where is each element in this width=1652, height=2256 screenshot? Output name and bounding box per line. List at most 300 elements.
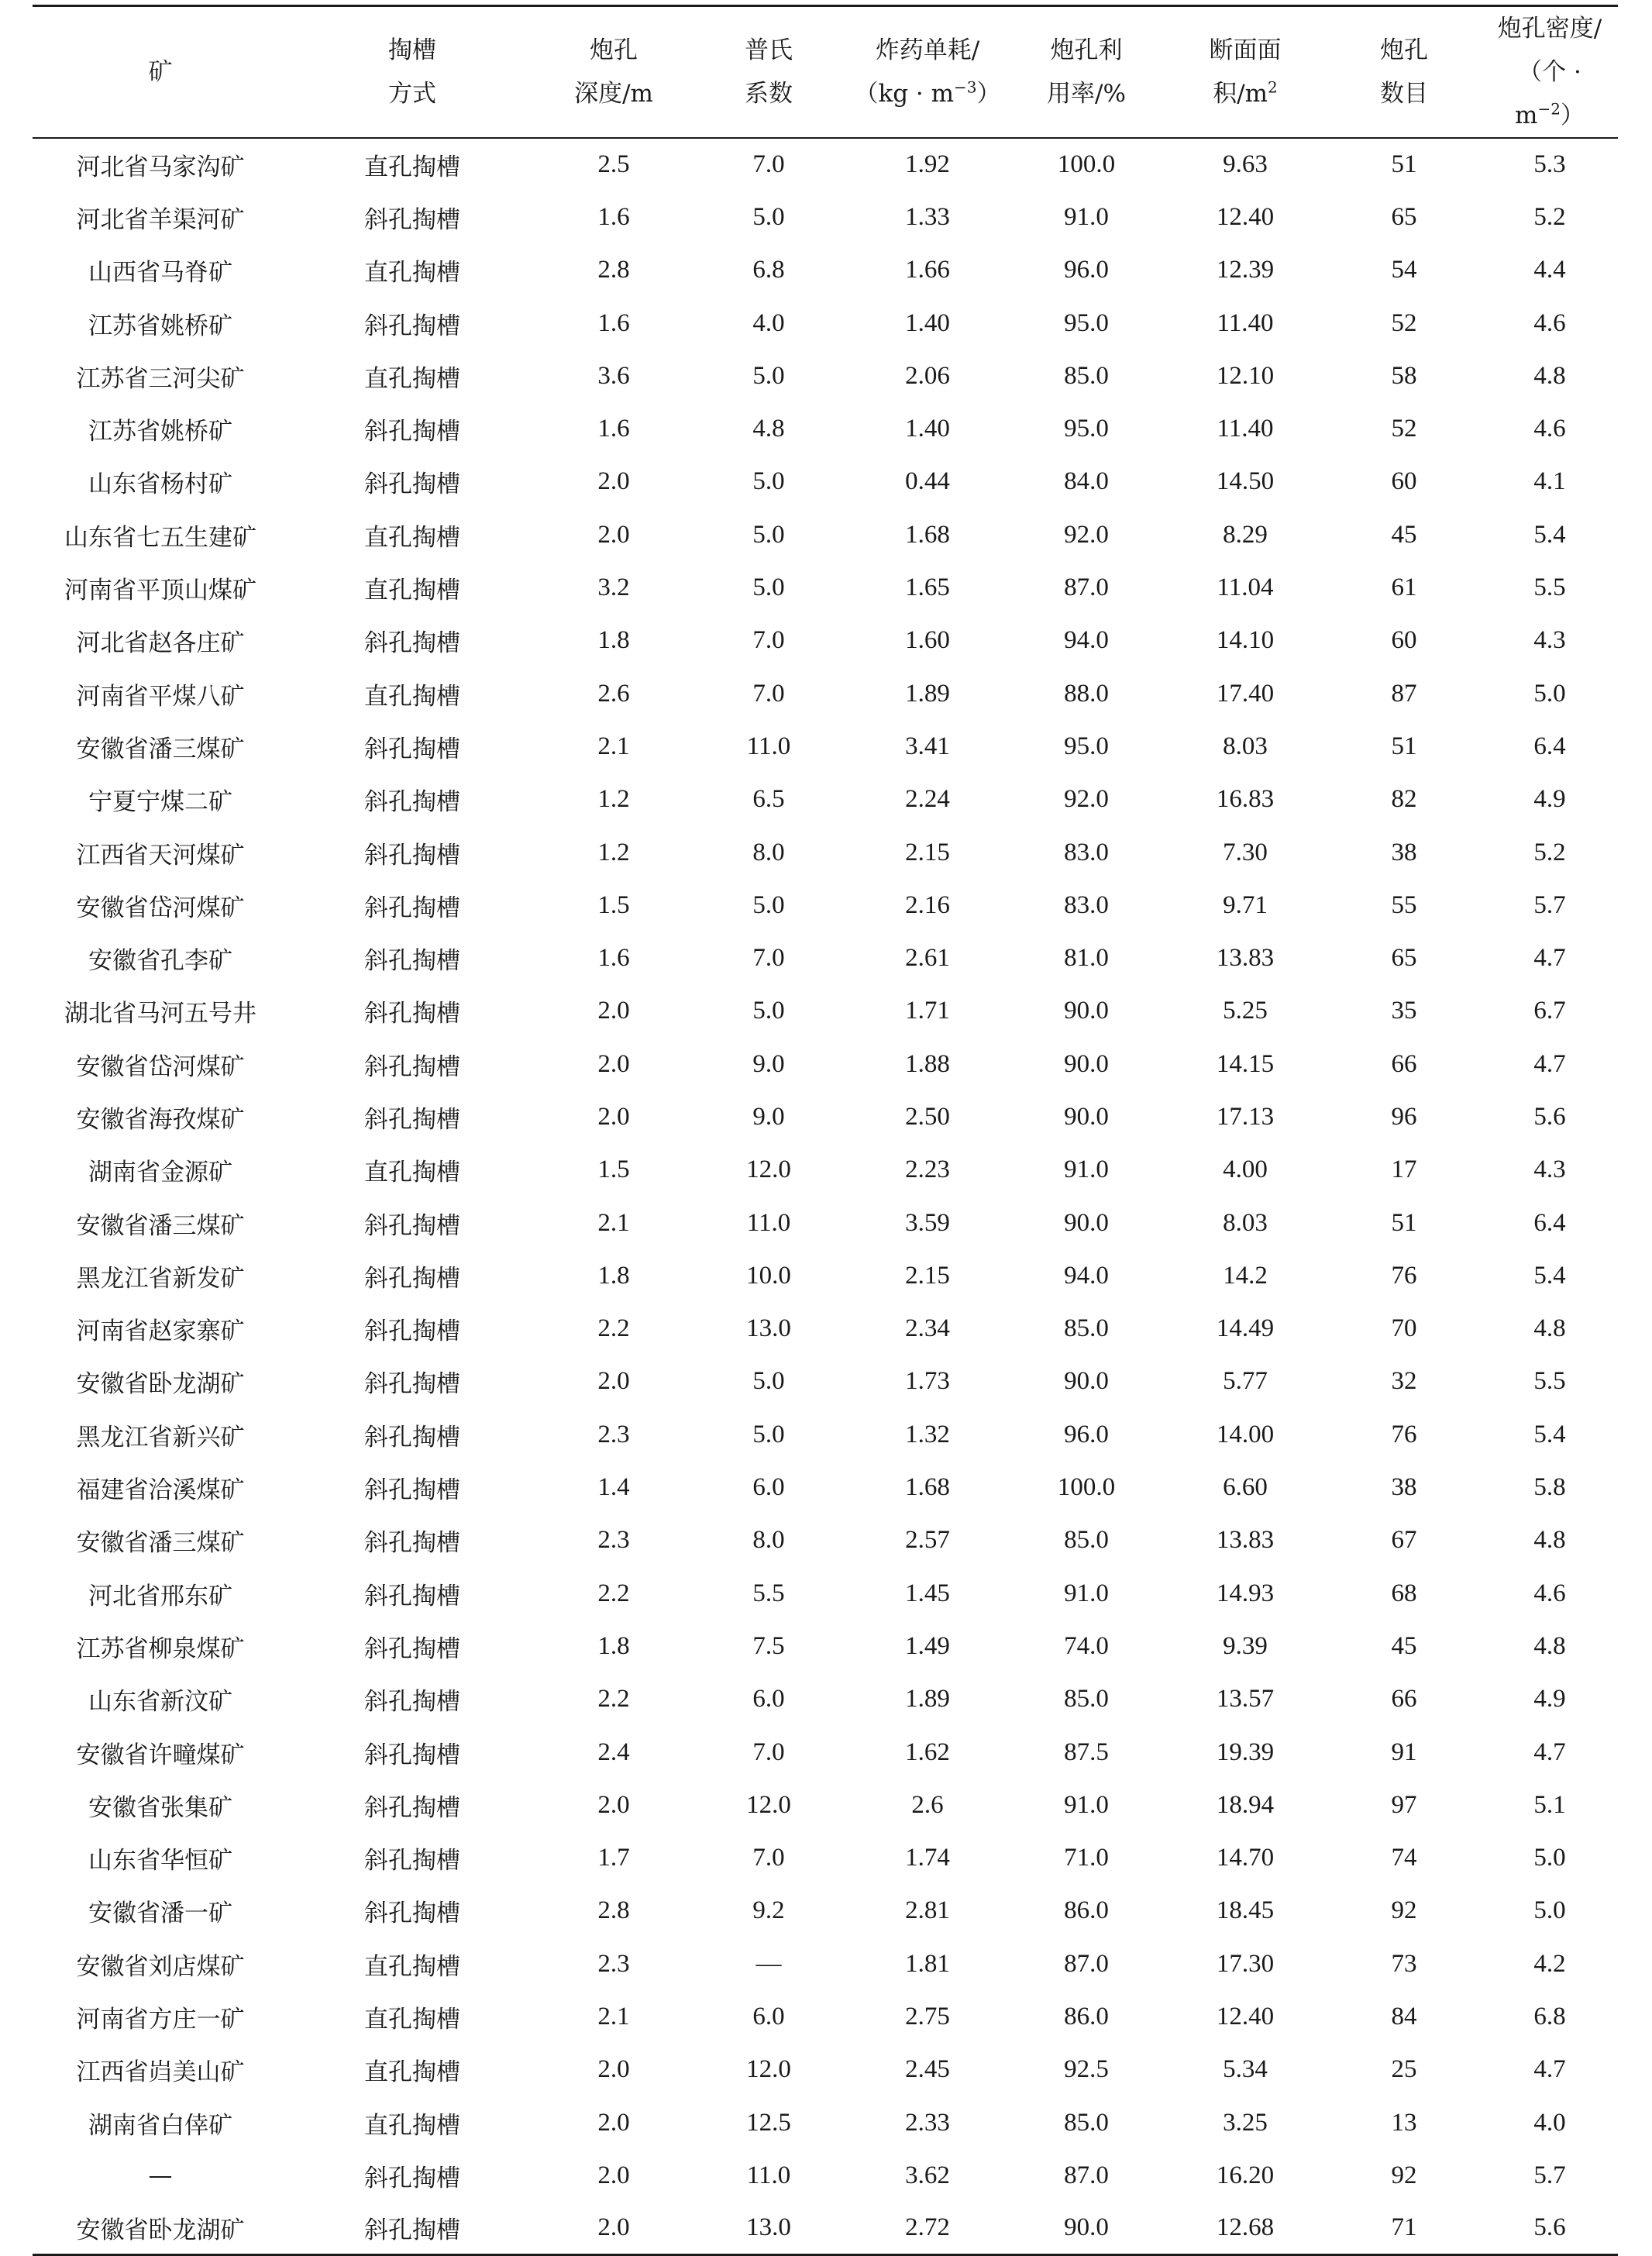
cell-explosive-consumption: 2.61 bbox=[905, 944, 950, 973]
cell-protodyakonov-coefficient: 8.0 bbox=[752, 838, 785, 866]
cell-section-area: 14.50 bbox=[1216, 467, 1275, 496]
table-row bbox=[33, 879, 1618, 932]
cell-hole-count: 73 bbox=[1391, 1949, 1417, 1978]
cell-hole-depth: 1.8 bbox=[597, 1631, 630, 1660]
header-row bbox=[33, 6, 1618, 139]
cell-hole-count: 54 bbox=[1391, 256, 1417, 284]
cell-hole-density: 5.4 bbox=[1533, 1420, 1566, 1448]
cell-hole-depth: 2.6 bbox=[597, 679, 630, 708]
cell-cut-method: 直孔掏槽 bbox=[364, 2006, 460, 2034]
cell-cut-method: 斜孔掏槽 bbox=[364, 947, 460, 976]
cell-hole-count: 66 bbox=[1391, 1685, 1417, 1714]
cell-hole-depth: 1.8 bbox=[597, 1261, 630, 1290]
cell-hole-density: 5.2 bbox=[1533, 202, 1566, 231]
cell-cut-method: 斜孔掏槽 bbox=[364, 418, 460, 446]
cell-hole-count: 74 bbox=[1391, 1844, 1417, 1872]
cell-hole-count: 45 bbox=[1391, 520, 1417, 549]
cell-section-area: 4.00 bbox=[1223, 1156, 1268, 1184]
cell-hole-density: 4.1 bbox=[1533, 467, 1566, 496]
cell-protodyakonov-coefficient: 7.0 bbox=[752, 679, 785, 708]
cell-explosive-consumption: 1.68 bbox=[905, 1473, 950, 1502]
cell-hole-count: 65 bbox=[1391, 944, 1417, 973]
cell-section-area: 11.40 bbox=[1217, 308, 1274, 337]
cell-protodyakonov-coefficient: 5.0 bbox=[752, 361, 785, 390]
table-row bbox=[33, 1038, 1618, 1090]
cell-explosive-consumption: 1.88 bbox=[905, 1049, 950, 1078]
cell-section-area: 14.93 bbox=[1216, 1579, 1275, 1607]
cell-hole-density: 4.0 bbox=[1533, 2108, 1566, 2137]
cell-cut-method: 斜孔掏槽 bbox=[364, 1529, 460, 1558]
cell-explosive-consumption: 3.41 bbox=[905, 732, 950, 760]
cell-hole-depth: 2.0 bbox=[597, 1049, 630, 1078]
cell-hole-utilization: 85.0 bbox=[1064, 1526, 1109, 1555]
cell-mine: 山东省新汶矿 bbox=[88, 1688, 232, 1717]
cell-cut-method: 斜孔掏槽 bbox=[364, 788, 460, 817]
cell-section-area: 8.03 bbox=[1223, 1208, 1268, 1237]
cell-hole-count: 51 bbox=[1391, 150, 1417, 179]
cell-cut-method: 斜孔掏槽 bbox=[364, 1211, 460, 1240]
cell-cut-method: 直孔掏槽 bbox=[364, 364, 460, 393]
cell-mine: 河北省赵各庄矿 bbox=[76, 629, 245, 658]
cell-hole-count: 68 bbox=[1391, 1579, 1417, 1607]
cell-mine: 湖北省马河五号井 bbox=[64, 1000, 256, 1028]
cell-hole-density: 5.0 bbox=[1533, 679, 1566, 708]
table-row bbox=[33, 773, 1618, 826]
table-row bbox=[33, 932, 1618, 984]
cell-hole-depth: 2.3 bbox=[597, 1949, 630, 1978]
table-row bbox=[33, 297, 1618, 350]
cell-hole-depth: 2.0 bbox=[597, 2108, 630, 2137]
cell-mine: 安徽省刘店煤矿 bbox=[76, 1952, 245, 1981]
cell-mine: 黑龙江省新兴矿 bbox=[76, 1423, 245, 1452]
cell-section-area: 18.94 bbox=[1216, 1790, 1275, 1819]
cell-hole-count: 52 bbox=[1391, 415, 1417, 443]
cell-hole-utilization: 100.0 bbox=[1057, 150, 1116, 179]
cell-mine: 河北省羊渠河矿 bbox=[76, 205, 245, 234]
cell-hole-count: 51 bbox=[1391, 1208, 1417, 1237]
cell-hole-utilization: 90.0 bbox=[1064, 1367, 1109, 1396]
cell-mine: 江苏省三河尖矿 bbox=[76, 364, 245, 393]
cell-hole-utilization: 71.0 bbox=[1064, 1844, 1109, 1872]
cell-mine: 安徽省许疃煤矿 bbox=[76, 1741, 245, 1769]
table-row bbox=[33, 1090, 1618, 1143]
header-section-area bbox=[1164, 6, 1327, 139]
table-body bbox=[33, 138, 1618, 2255]
cell-hole-utilization: 86.0 bbox=[1064, 2003, 1109, 2031]
cell-hole-count: 76 bbox=[1391, 1420, 1417, 1448]
table-row bbox=[33, 1197, 1618, 1249]
cell-hole-utilization: 81.0 bbox=[1064, 944, 1109, 973]
cell-hole-count: 38 bbox=[1391, 1473, 1417, 1502]
header-cut-method bbox=[288, 6, 536, 139]
cell-hole-utilization: 84.0 bbox=[1064, 467, 1109, 496]
table-row bbox=[33, 1355, 1618, 1408]
header-line2: 方式 bbox=[388, 80, 436, 108]
cell-hole-density: 5.5 bbox=[1533, 1367, 1566, 1396]
cell-section-area: 12.10 bbox=[1216, 361, 1275, 390]
table-row bbox=[33, 2203, 1618, 2255]
cell-hole-utilization: 92.0 bbox=[1064, 520, 1109, 549]
cell-protodyakonov-coefficient: 5.0 bbox=[752, 573, 785, 602]
cell-section-area: 18.45 bbox=[1216, 1896, 1275, 1925]
cell-cut-method: 直孔掏槽 bbox=[364, 259, 460, 288]
cell-hole-density: 6.8 bbox=[1533, 2003, 1566, 2031]
cell-hole-utilization: 74.0 bbox=[1064, 1631, 1109, 1660]
cell-hole-utilization: 86.0 bbox=[1064, 1896, 1109, 1925]
cell-hole-density: 4.2 bbox=[1533, 1949, 1566, 1978]
table-row bbox=[33, 1673, 1618, 1726]
table-header bbox=[33, 6, 1618, 139]
cell-mine: 宁夏宁煤二矿 bbox=[88, 788, 232, 817]
cell-hole-density: 4.8 bbox=[1533, 1526, 1566, 1555]
cell-hole-density: 5.7 bbox=[1533, 2161, 1566, 2189]
header-hole-count bbox=[1327, 6, 1482, 139]
cell-section-area: 16.83 bbox=[1216, 785, 1275, 814]
cell-explosive-consumption: 2.45 bbox=[905, 2055, 950, 2084]
cell-hole-count: 51 bbox=[1391, 732, 1417, 760]
cell-hole-count: 97 bbox=[1391, 1790, 1417, 1819]
cell-hole-depth: 2.0 bbox=[536, 2203, 691, 2255]
cell-hole-utilization: 94.0 bbox=[1064, 626, 1109, 655]
cell-cut-method: 斜孔掏槽 bbox=[364, 1900, 460, 1928]
cell-hole-depth: 2.0 bbox=[597, 1102, 630, 1131]
cell-hole-count: 76 bbox=[1391, 1261, 1417, 1290]
cell-hole-utilization: 90.0 bbox=[1064, 1049, 1109, 1078]
cell-section-area: 5.77 bbox=[1223, 1367, 1268, 1396]
cell-hole-utilization: 95.0 bbox=[1064, 308, 1109, 337]
cell-hole-utilization: 91.0 bbox=[1064, 202, 1109, 231]
table-row bbox=[33, 1990, 1618, 2043]
cell-hole-density: 5.5 bbox=[1533, 573, 1566, 602]
cell-hole-depth: 2.0 bbox=[597, 2161, 630, 2189]
cell-hole-utilization: 100.0 bbox=[1057, 1473, 1116, 1502]
cell-protodyakonov-coefficient: 9.0 bbox=[752, 1102, 785, 1131]
cell-hole-count: 66 bbox=[1391, 1049, 1417, 1078]
cell-hole-count: 58 bbox=[1391, 361, 1417, 390]
cell-hole-depth: 2.0 bbox=[597, 467, 630, 496]
cell-hole-utilization: 90.0 bbox=[1064, 1208, 1109, 1237]
cell-explosive-consumption: 2.15 bbox=[905, 1261, 950, 1290]
cell-protodyakonov-coefficient: 7.0 bbox=[752, 944, 785, 973]
header-line2: 用率/% bbox=[1047, 80, 1126, 108]
cell-protodyakonov-coefficient: 6.5 bbox=[752, 785, 785, 814]
cell-hole-utilization: 85.0 bbox=[1064, 361, 1109, 390]
cell-mine: 河南省平顶山煤矿 bbox=[64, 577, 256, 605]
cell-hole-count: 71 bbox=[1327, 2203, 1482, 2255]
cell-hole-utilization: 90.0 bbox=[1064, 997, 1109, 1025]
cell-protodyakonov-coefficient: 4.0 bbox=[752, 308, 785, 337]
cell-hole-depth: 1.8 bbox=[597, 626, 630, 655]
cell-mine: 江苏省柳泉煤矿 bbox=[76, 1634, 245, 1663]
cell-cut-method: 斜孔掏槽 bbox=[364, 1793, 460, 1822]
cell-cut-method: 斜孔掏槽 bbox=[288, 2203, 536, 2255]
cell-cut-method: 斜孔掏槽 bbox=[364, 470, 460, 499]
cell-mine: 湖南省白倖矿 bbox=[88, 2111, 232, 2140]
table-row bbox=[33, 1144, 1618, 1197]
cell-hole-depth: 2.1 bbox=[597, 732, 630, 760]
cell-hole-density: 4.9 bbox=[1533, 1685, 1566, 1714]
cell-hole-density: 4.9 bbox=[1533, 785, 1566, 814]
cell-hole-density: 4.8 bbox=[1533, 1314, 1566, 1343]
cell-mine: 河南省方庄一矿 bbox=[76, 2006, 245, 2034]
cell-cut-method: 直孔掏槽 bbox=[364, 1159, 460, 1187]
header-line1: 炮孔利 bbox=[1050, 36, 1123, 64]
cell-hole-depth: 3.6 bbox=[597, 361, 630, 390]
cell-hole-depth: 1.4 bbox=[597, 1473, 630, 1502]
cell-cut-method: 斜孔掏槽 bbox=[364, 894, 460, 922]
cell-section-area: 5.34 bbox=[1223, 2055, 1268, 2084]
cell-section-area: 11.04 bbox=[1217, 573, 1274, 602]
cell-mine: 山东省七五生建矿 bbox=[64, 523, 256, 552]
cell-section-area: 13.83 bbox=[1216, 944, 1275, 973]
table-row bbox=[33, 667, 1618, 720]
cell-hole-depth: 2.2 bbox=[597, 1579, 630, 1607]
cell-mine: 江西省岿美山矿 bbox=[76, 2058, 245, 2087]
cell-mine: 安徽省潘三煤矿 bbox=[76, 735, 245, 763]
cell-section-area: 3.25 bbox=[1223, 2108, 1268, 2137]
cell-explosive-consumption: 0.44 bbox=[905, 467, 950, 496]
cell-protodyakonov-coefficient: 5.0 bbox=[752, 997, 785, 1025]
cell-hole-utilization: 91.0 bbox=[1064, 1579, 1109, 1607]
cell-mine: 河北省邢东矿 bbox=[88, 1582, 232, 1610]
table-row bbox=[33, 508, 1618, 561]
cell-hole-count: 13 bbox=[1391, 2108, 1417, 2137]
table-row bbox=[33, 1408, 1618, 1461]
cell-hole-count: 17 bbox=[1391, 1156, 1417, 1184]
cell-hole-depth: 2.3 bbox=[597, 1420, 630, 1448]
cell-section-area: 12.40 bbox=[1216, 202, 1275, 231]
table-row bbox=[33, 561, 1618, 614]
header-line2: 积$/m^2$ bbox=[1213, 77, 1278, 108]
header-hole-utilization bbox=[1009, 6, 1164, 139]
cell-hole-density: 5.8 bbox=[1533, 1473, 1566, 1502]
cell-hole-utilization: 90.0 bbox=[1064, 1102, 1109, 1131]
header-line2: （个 · $m^{-2}$） bbox=[1515, 58, 1585, 129]
cell-mine: 安徽省岱河煤矿 bbox=[76, 894, 245, 922]
header-line1: 矿 bbox=[148, 58, 173, 86]
cell-hole-count: 35 bbox=[1391, 997, 1417, 1025]
cell-hole-count: 67 bbox=[1391, 1526, 1417, 1555]
cell-explosive-consumption: 1.60 bbox=[905, 626, 950, 655]
table-row bbox=[33, 826, 1618, 879]
cell-explosive-consumption: 1.68 bbox=[905, 520, 950, 549]
header-line1: 炮孔 bbox=[590, 36, 638, 64]
cell-hole-depth: 2.4 bbox=[597, 1738, 630, 1766]
table-row bbox=[33, 1249, 1618, 1302]
cell-hole-depth: 1.6 bbox=[597, 202, 630, 231]
cell-hole-depth: 1.7 bbox=[597, 1844, 630, 1872]
cell-explosive-consumption: 2.57 bbox=[905, 1526, 950, 1555]
cell-cut-method: 直孔掏槽 bbox=[364, 2058, 460, 2087]
cell-explosive-consumption: 1.74 bbox=[905, 1844, 950, 1872]
cell-explosive-consumption: 1.89 bbox=[905, 1685, 950, 1714]
cell-hole-depth: 2.0 bbox=[597, 997, 630, 1025]
cell-mine: 福建省洽溪煤矿 bbox=[76, 1476, 245, 1505]
cell-hole-depth: 1.2 bbox=[597, 838, 630, 866]
cell-hole-density: 5.1 bbox=[1533, 1790, 1566, 1819]
cell-protodyakonov-coefficient: 5.0 bbox=[752, 1420, 785, 1448]
cell-hole-depth: 2.2 bbox=[597, 1314, 630, 1343]
cell-hole-count: 65 bbox=[1391, 202, 1417, 231]
cell-protodyakonov-coefficient: — bbox=[755, 1949, 782, 1978]
cell-explosive-consumption: 1.73 bbox=[905, 1367, 950, 1396]
cell-hole-depth: 3.2 bbox=[597, 573, 630, 602]
cell-protodyakonov-coefficient: 11.0 bbox=[746, 1208, 791, 1237]
cell-cut-method: 直孔掏槽 bbox=[364, 682, 460, 711]
table-row bbox=[33, 720, 1618, 773]
cell-hole-density: 5.0 bbox=[1533, 1844, 1566, 1872]
table-row bbox=[33, 615, 1618, 667]
header-mine bbox=[33, 6, 288, 139]
cell-section-area: 17.13 bbox=[1216, 1102, 1275, 1131]
cell-hole-density: 6.4 bbox=[1533, 732, 1566, 760]
cell-protodyakonov-coefficient: 5.0 bbox=[752, 520, 785, 549]
cell-explosive-consumption: 2.75 bbox=[905, 2003, 950, 2031]
cell-protodyakonov-coefficient: 13.0 bbox=[691, 2203, 846, 2255]
cell-hole-count: 52 bbox=[1391, 308, 1417, 337]
cell-mine: 安徽省潘三煤矿 bbox=[76, 1529, 245, 1558]
cell-hole-depth: 1.5 bbox=[597, 890, 630, 919]
cell-hole-utilization: 94.0 bbox=[1064, 1261, 1109, 1290]
cell-hole-count: 96 bbox=[1391, 1102, 1417, 1131]
cell-explosive-consumption: 3.59 bbox=[905, 1208, 950, 1237]
cell-cut-method: 斜孔掏槽 bbox=[364, 1741, 460, 1769]
cell-hole-utilization: 92.0 bbox=[1064, 785, 1109, 814]
cell-explosive-consumption: 1.81 bbox=[905, 1949, 950, 1978]
header-line2: 数目 bbox=[1380, 80, 1428, 108]
cell-hole-count: 92 bbox=[1391, 2161, 1417, 2189]
cell-hole-depth: 2.1 bbox=[597, 1208, 630, 1237]
header-line1: 炮孔密度/ bbox=[1497, 15, 1602, 43]
cell-section-area: 12.39 bbox=[1216, 256, 1275, 284]
cell-hole-density: 4.8 bbox=[1533, 1631, 1566, 1660]
cell-explosive-consumption: 1.40 bbox=[905, 415, 950, 443]
cell-hole-depth: 2.1 bbox=[597, 2003, 630, 2031]
cell-cut-method: 斜孔掏槽 bbox=[364, 735, 460, 763]
header-hole-density bbox=[1482, 6, 1618, 139]
cell-hole-utilization: 87.0 bbox=[1064, 2161, 1109, 2189]
cell-mine: 安徽省卧龙湖矿 bbox=[33, 2203, 288, 2255]
cell-hole-count: 92 bbox=[1391, 1896, 1417, 1925]
cell-hole-utilization: 87.0 bbox=[1064, 573, 1109, 602]
cell-explosive-consumption: 1.62 bbox=[905, 1738, 950, 1766]
cell-section-area: 9.71 bbox=[1223, 890, 1268, 919]
cell-cut-method: 斜孔掏槽 bbox=[364, 312, 460, 340]
cell-protodyakonov-coefficient: 6.0 bbox=[752, 1685, 785, 1714]
header-line1: 断面面 bbox=[1209, 36, 1282, 64]
cell-cut-method: 斜孔掏槽 bbox=[364, 1476, 460, 1505]
table-row bbox=[33, 1620, 1618, 1672]
cell-cut-method: 直孔掏槽 bbox=[364, 153, 460, 182]
cell-hole-count: 38 bbox=[1391, 838, 1417, 866]
cell-hole-density: 5.3 bbox=[1533, 150, 1566, 179]
cell-hole-utilization: 96.0 bbox=[1064, 1420, 1109, 1448]
cell-mine: 安徽省海孜煤矿 bbox=[76, 1105, 245, 1134]
cell-cut-method: 斜孔掏槽 bbox=[364, 1264, 460, 1293]
cell-mine: 江西省天河煤矿 bbox=[76, 841, 245, 870]
cell-hole-utilization: 96.0 bbox=[1064, 256, 1109, 284]
cell-protodyakonov-coefficient: 12.0 bbox=[746, 1156, 791, 1184]
cell-cut-method: 斜孔掏槽 bbox=[364, 1582, 460, 1610]
cell-section-area: 14.15 bbox=[1216, 1049, 1275, 1078]
cell-hole-density: 4.4 bbox=[1533, 256, 1566, 284]
cell-section-area: 9.63 bbox=[1223, 150, 1268, 179]
cell-section-area: 17.40 bbox=[1216, 679, 1275, 708]
cell-protodyakonov-coefficient: 12.0 bbox=[746, 1790, 791, 1819]
cell-hole-utilization: 83.0 bbox=[1064, 890, 1109, 919]
cell-protodyakonov-coefficient: 6.0 bbox=[752, 2003, 785, 2031]
cell-explosive-consumption: 2.6 bbox=[911, 1790, 944, 1819]
cell-explosive-consumption: 1.71 bbox=[905, 997, 950, 1025]
cell-cut-method: 直孔掏槽 bbox=[364, 577, 460, 605]
cell-hole-count: 61 bbox=[1391, 573, 1417, 602]
cell-hole-utilization: 85.0 bbox=[1064, 1314, 1109, 1343]
cell-hole-count: 70 bbox=[1391, 1314, 1417, 1343]
cell-hole-count: 60 bbox=[1391, 467, 1417, 496]
cell-cut-method: 直孔掏槽 bbox=[364, 1952, 460, 1981]
cell-explosive-consumption: 1.32 bbox=[905, 1420, 950, 1448]
cell-section-area: 8.29 bbox=[1223, 520, 1268, 549]
cell-cut-method: 斜孔掏槽 bbox=[364, 629, 460, 658]
cell-cut-method: 直孔掏槽 bbox=[364, 2111, 460, 2140]
cell-hole-depth: 2.0 bbox=[597, 1367, 630, 1396]
cell-section-area: 12.40 bbox=[1216, 2003, 1275, 2031]
cell-mine: 安徽省岱河煤矿 bbox=[76, 1052, 245, 1081]
cell-hole-count: 87 bbox=[1391, 679, 1417, 708]
cell-section-area: 9.39 bbox=[1223, 1631, 1268, 1660]
cell-hole-depth: 2.0 bbox=[597, 1790, 630, 1819]
cell-hole-depth: 1.6 bbox=[597, 308, 630, 337]
cell-hole-density: 4.7 bbox=[1533, 2055, 1566, 2084]
cell-protodyakonov-coefficient: 7.5 bbox=[752, 1631, 785, 1660]
cell-hole-density: 4.8 bbox=[1533, 361, 1566, 390]
table-row bbox=[33, 138, 1618, 191]
cell-explosive-consumption: 1.49 bbox=[905, 1631, 950, 1660]
cell-protodyakonov-coefficient: 11.0 bbox=[746, 2161, 791, 2189]
cell-explosive-consumption: 2.34 bbox=[905, 1314, 950, 1343]
cell-hole-density: 4.6 bbox=[1533, 1579, 1566, 1607]
cell-hole-depth: 2.0 bbox=[597, 520, 630, 549]
cell-hole-count: 60 bbox=[1391, 626, 1417, 655]
cell-hole-depth: 2.8 bbox=[597, 1896, 630, 1925]
cell-explosive-consumption: 1.40 bbox=[905, 308, 950, 337]
cell-hole-density: 5.6 bbox=[1482, 2203, 1618, 2255]
cell-hole-density: 6.4 bbox=[1533, 1208, 1566, 1237]
cell-section-area: 13.83 bbox=[1216, 1526, 1275, 1555]
cell-mine: 山西省马脊矿 bbox=[88, 259, 232, 288]
cell-hole-count: 45 bbox=[1391, 1631, 1417, 1660]
cell-cut-method: 斜孔掏槽 bbox=[364, 2164, 460, 2192]
mine-blasting-data-table bbox=[33, 5, 1618, 2256]
cell-explosive-consumption: 1.65 bbox=[905, 573, 950, 602]
cell-section-area: 6.60 bbox=[1223, 1473, 1268, 1502]
cell-section-area: 11.40 bbox=[1217, 415, 1274, 443]
cell-hole-density: 5.6 bbox=[1533, 1102, 1566, 1131]
cell-mine: — bbox=[148, 2161, 173, 2190]
cell-mine: 安徽省潘三煤矿 bbox=[76, 1211, 245, 1240]
table-row bbox=[33, 985, 1618, 1038]
header-hole-depth bbox=[536, 6, 691, 139]
cell-hole-utilization: 85.0 bbox=[1064, 1685, 1109, 1714]
cell-mine: 河南省赵家寨矿 bbox=[76, 1317, 245, 1346]
header-line1: 普氏 bbox=[745, 36, 793, 64]
cell-explosive-consumption: 2.16 bbox=[905, 890, 950, 919]
cell-hole-utilization: 88.0 bbox=[1064, 679, 1109, 708]
cell-hole-depth: 2.8 bbox=[597, 256, 630, 284]
cell-protodyakonov-coefficient: 13.0 bbox=[746, 1314, 791, 1343]
cell-protodyakonov-coefficient: 9.0 bbox=[752, 1049, 785, 1078]
cell-hole-count: 25 bbox=[1391, 2055, 1417, 2084]
